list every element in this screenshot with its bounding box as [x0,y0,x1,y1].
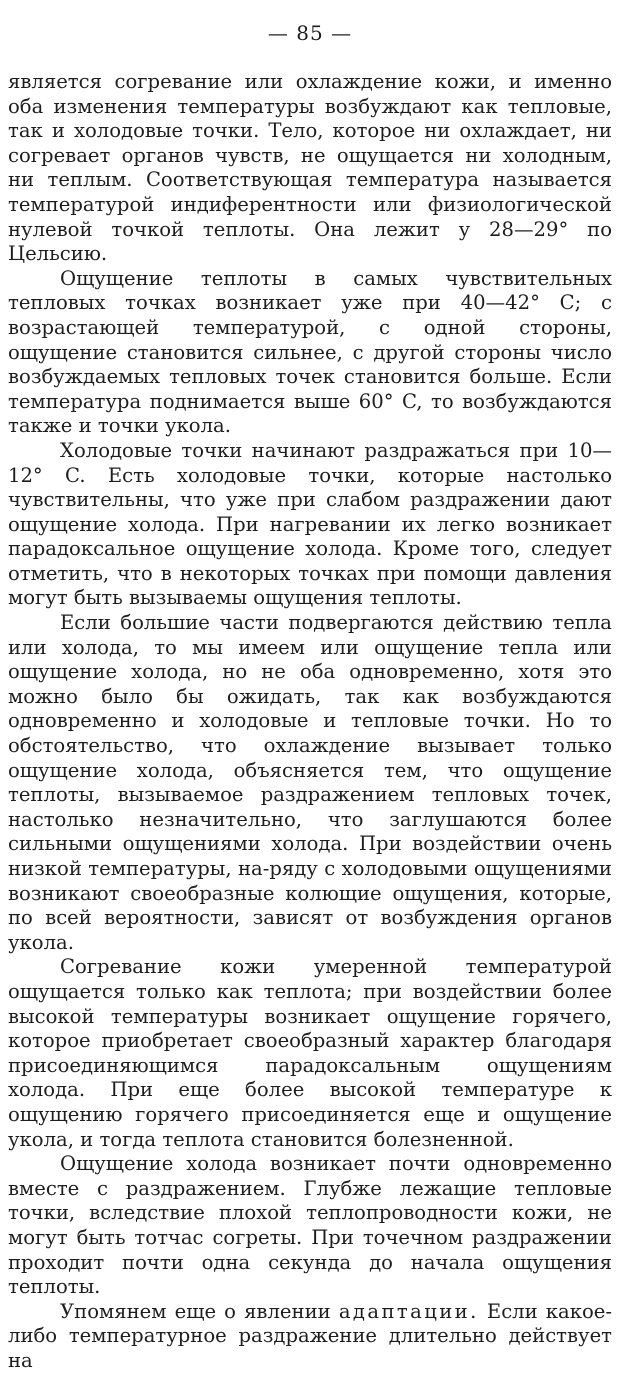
paragraph-6: Ощущение холода возникает почти одновременно вместе с раздражением. Глубже лежащие тепловые точки, вследствие плохой теплопроводности кожи, не могут быть тотчас согреты. При точечном раздражении проходит почти одна секунда до начала ощущения теплоты. [8,1152,612,1299]
paragraph-7-rest: Если какое-либо температурное раздражение длительно действует на [8,1299,612,1372]
paragraph-1: является согревание или охлаждение кожи, и именно оба изменения температуры возбуждают как тепловые, так и холодовые точки. Тело, которое ни охлаждает, ни согревает органов чувств, не ощущается ни холодным, ни теплым. Соответствующая температура называется температурой индиферентности или физиологической нулевой точкой теплоты. Она лежит у 28—29° по Цельсию. [8,70,612,266]
paragraph-5: Согревание кожи умеренной температурой ощущается только как теплота; при воздействии более высокой температуры возникает ощущение горячего, которое приобретает своеобразный характер благодаря присоединяющимся парадоксальным ощущениям холода. При еще более высокой температуре к ощущению горячего присоединяется еще и ощущение укола, и тогда теплота становится болезненной. [8,955,612,1151]
paragraph-7 [8,1300,612,1373]
body-text [8,70,612,1373]
paragraph-7-lead: Упомянем еще о явлении [60,1299,331,1323]
spaced-term-adaptation: адаптации. [338,1299,479,1323]
paragraph-3: Холодовые точки начинают раздражаться при 10—12° C. Есть холодовые точки, которые настолько чувствительны, что уже при слабом раздражении дают ощущение холода. При нагревании их легко возникает парадоксальное ощущение холода. Кроме того, следует отметить, что в некоторых точках при помощи давления могут быть вызываемы ощущения теплоты. [8,438,612,610]
paragraph-4: Если большие части подвергаются действию тепла или холода, то мы имеем или ощущение тепла или ощущение холода, но не оба одновременно, хотя это можно было бы ожидать, так как возбуждаются одновременно и холодовые и тепловые точки. Но то обстоятельство, что охлаждение вызывает только ощущение холода, объясняется тем, что ощущение теплоты, вызываемое раздражением тепловых точек, настолько незначительно, что заглушаются более сильными ощущениями холода. При воздействии очень низкой температуры, на-ряду с холодовыми ощущениями возникают своеобразные колющие ощущения, которые, по всей вероятности, зависят от возбуждения органов укола. [8,611,612,954]
paragraph-2: Ощущение теплоты в самых чувствительных тепловых точках возникает уже при 40—42° C; с возрастающей температурой, с одной стороны, ощущение становится сильнее, с другой стороны число возбуждаемых тепловых точек становится больше. Если температура поднимается выше 60° C, то возбуждаются также и точки укола. [8,266,612,438]
page-number: — 85 — [267,21,353,45]
